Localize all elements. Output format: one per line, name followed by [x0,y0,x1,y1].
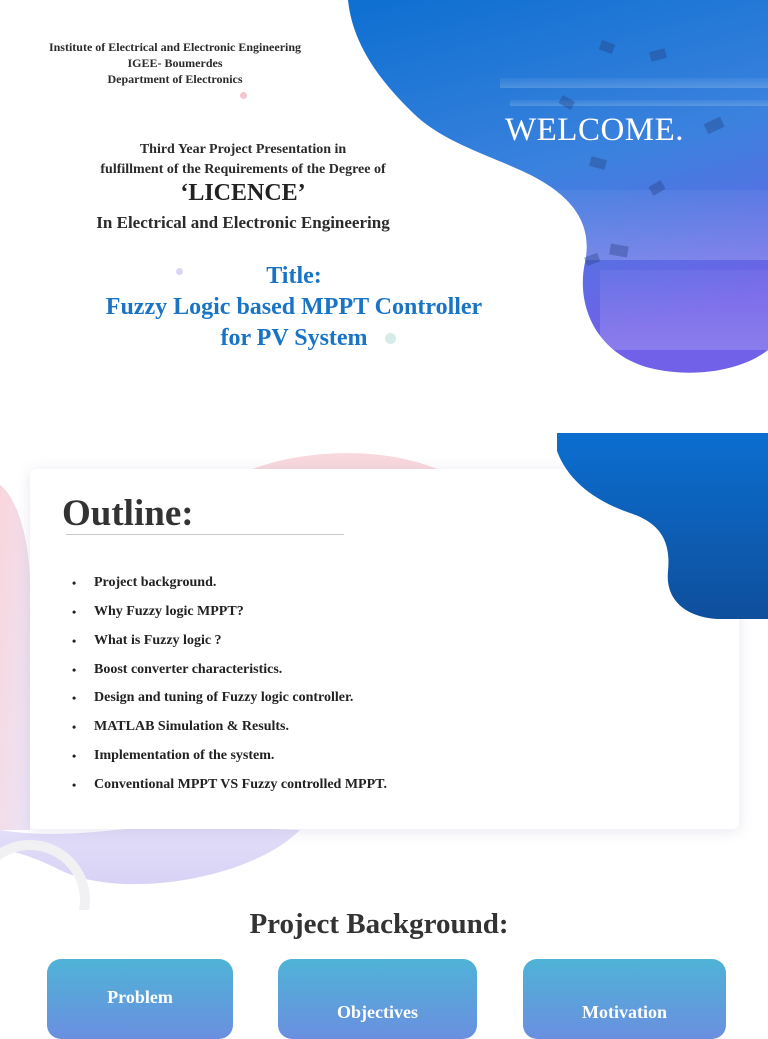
bullet-icon: • [72,576,77,590]
heading-divider [66,534,344,535]
objectives-card [278,959,477,1039]
outline-item [72,629,387,658]
project-title-line: for PV System [220,325,368,351]
degree-name: ‘LICENCE’ [180,180,306,206]
decorative-dot [240,92,247,99]
motivation-card-label: Motivation [582,1002,667,1022]
bullet-icon: • [72,720,77,735]
title-label: Title: [266,263,322,289]
project-title-line: Fuzzy Logic based MPPT Controller [105,294,483,320]
problem-card [47,959,233,1039]
objectives-card-label: Objectives [337,1002,418,1022]
outline-item [72,715,387,744]
outline-item-text: Implementation of the system. [94,748,275,764]
outline-item-text: MATLAB Simulation & Results. [94,719,289,735]
outline-item-text: Project background. [94,575,217,590]
outline-item [72,744,387,773]
outline-corner-blob [557,433,768,619]
problem-card-label: Problem [107,987,173,1007]
bullet-icon: • [72,604,77,619]
bullet-icon: • [72,749,77,764]
outline-item-text: What is Fuzzy logic ? [94,632,222,648]
outline-item-text: Design and tuning of Fuzzy logic controller. [94,690,354,706]
bullet-icon: • [72,691,77,706]
outline-item [72,773,387,802]
bullet-icon: • [72,662,77,677]
outline-item-text: Boost converter characteristics. [94,661,283,677]
presentation-line: fulfillment of the Requirements of the Degree of [100,162,386,177]
outline-item-text: Conventional MPPT VS Fuzzy controlled MPPT. [94,776,387,792]
outline-item [72,658,387,687]
institute-location: IGEE- Boumerdes [127,56,223,70]
degree-field: In Electrical and Electronic Engineering [96,213,390,232]
institute-name: Institute of Electrical and Electronic Engineering [48,40,302,54]
outline-item [72,600,387,629]
bullet-icon: • [72,633,77,648]
outline-list [72,571,387,802]
outline-heading: Outline: [62,493,194,534]
outline-item-text: Why Fuzzy logic MPPT? [94,603,244,619]
outline-item [72,571,387,600]
motivation-card [523,959,726,1039]
project-background-heading: Project Background: [249,908,509,940]
outline-item [72,686,387,715]
presentation-line: Third Year Project Presentation in [139,142,347,157]
department-name: Department of Electronics [107,72,243,86]
bullet-icon: • [72,777,77,792]
welcome-text: WELCOME. [505,112,685,148]
